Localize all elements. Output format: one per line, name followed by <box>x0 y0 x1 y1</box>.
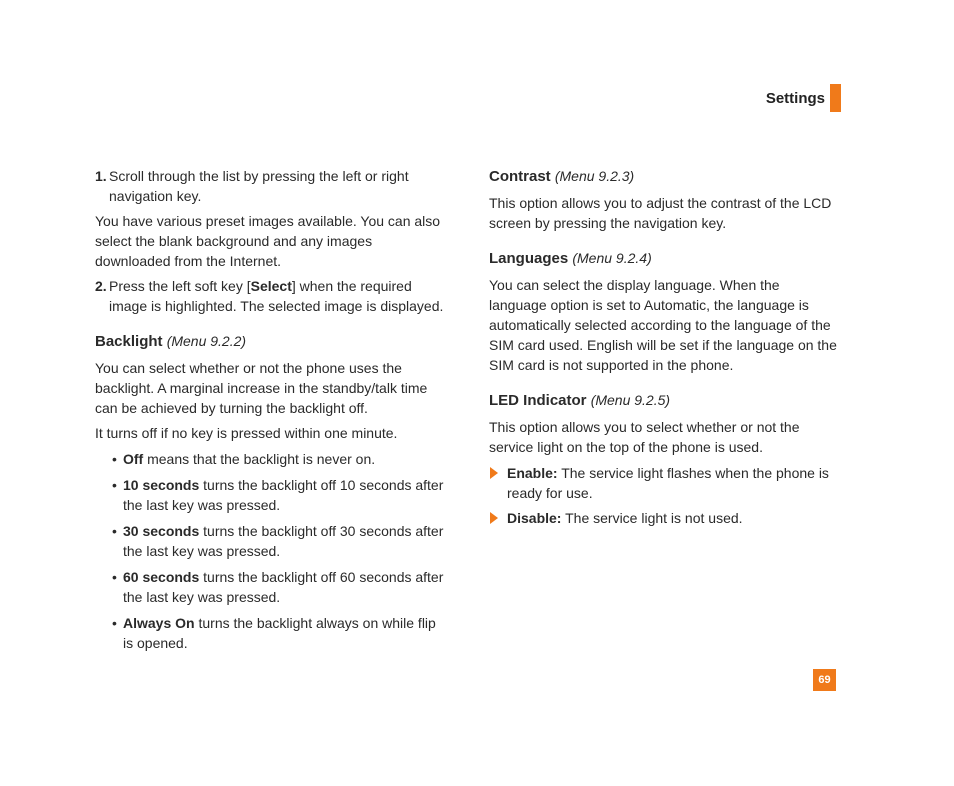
led-options-list <box>489 463 841 528</box>
list-item: • Off means that the backlight is never on. <box>112 451 376 467</box>
right-column <box>489 166 841 533</box>
step-text: Scroll through the list by pressing the left or right navigation key. <box>109 168 409 204</box>
languages-paragraph: You can select the display language. When the language option is set to Automatic, the language is automatically selected according to the language of the SIM card used. English will be set if the language on the SIM card is not supported in the phone. <box>489 277 837 373</box>
step-number: 1. <box>95 168 107 184</box>
heading-menu-ref: (Menu 9.2.2) <box>166 333 247 349</box>
led-indicator-paragraph: This option allows you to select whether or not the service light on the top of the phone is used. <box>489 419 800 455</box>
page-number: 69 <box>813 669 836 691</box>
preset-images-paragraph: You have various preset images available. You can also select the blank background and any images downloaded from the Internet. <box>95 213 441 269</box>
left-column <box>95 166 447 659</box>
step-text: Press the left soft key [Select] when the required image is highlighted. The selected image is displayed. <box>109 278 444 314</box>
backlight-options-list <box>95 449 447 653</box>
backlight-heading <box>95 331 447 352</box>
heading-title: Languages <box>489 250 569 267</box>
list-item: • Always On turns the backlight always on while flip is opened. <box>112 615 436 651</box>
list-item: • 30 seconds turns the backlight off 30 seconds after the last key was pressed. <box>112 523 444 559</box>
heading-title: Contrast <box>489 168 551 185</box>
led-indicator-heading <box>489 390 841 411</box>
list-item: • 10 seconds turns the backlight off 10 seconds after the last key was pressed. <box>112 477 444 513</box>
section-title: Settings <box>765 89 825 107</box>
contrast-heading <box>489 166 841 187</box>
heading-menu-ref: (Menu 9.2.4) <box>572 250 652 266</box>
heading-title: Backlight <box>95 333 163 350</box>
backlight-timeout-paragraph: It turns off if no key is pressed within one minute. <box>95 425 398 441</box>
list-item: • 60 seconds turns the backlight off 60 seconds after the last key was pressed. <box>112 569 444 605</box>
list-item: Disable: The service light is not used. <box>489 508 841 528</box>
heading-title: LED Indicator <box>489 392 587 409</box>
section-tab-marker <box>830 84 841 112</box>
step-2 <box>95 276 447 316</box>
languages-heading <box>489 248 841 269</box>
page-header <box>766 84 841 112</box>
contrast-paragraph: This option allows you to adjust the contrast of the LCD screen by pressing the navigation key. <box>489 195 832 231</box>
step-number: 2. <box>95 278 107 294</box>
backlight-paragraph: You can select whether or not the phone uses the backlight. A marginal increase in the standby/talk time can be achieved by turning the backlight off. <box>95 360 428 416</box>
step-1 <box>95 166 447 206</box>
arrow-right-icon <box>490 512 498 524</box>
list-item: Enable: The service light flashes when the phone is ready for use. <box>489 463 841 503</box>
arrow-right-icon <box>490 467 498 479</box>
select-key-label: Select <box>250 278 292 294</box>
heading-menu-ref: (Menu 9.2.3) <box>554 168 635 184</box>
heading-menu-ref: (Menu 9.2.5) <box>590 392 671 408</box>
